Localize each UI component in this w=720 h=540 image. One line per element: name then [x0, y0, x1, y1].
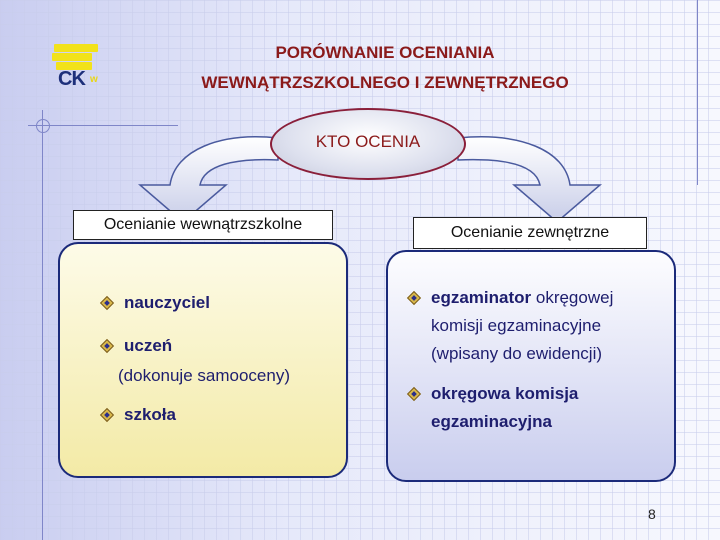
left-item-2: uczeń — [124, 336, 173, 355]
bullet-icon — [409, 293, 419, 303]
page-number: 8 — [648, 506, 656, 522]
right-item-1-bold: egzaminator — [431, 288, 532, 307]
right-item-1-rest: okręgowej — [531, 288, 614, 307]
right-header: Ocenianie zewnętrzne — [413, 217, 647, 249]
right-item-2-line1: okręgowa komisja — [431, 384, 579, 403]
right-item-1 — [431, 285, 613, 311]
logo-tail: w — [90, 74, 98, 85]
bullet-icon — [102, 410, 112, 420]
bullet-icon — [102, 341, 112, 351]
title-line-2: WEWNĄTRZSZKOLNEGO I ZEWNĘTRZNEGO — [201, 73, 569, 92]
title-line-1: PORÓWNANIE OCENIANIA — [275, 43, 495, 62]
right-curved-arrow — [458, 137, 600, 222]
logo-letters: CK — [58, 68, 85, 90]
right-item-2-line2: egzaminacyjna — [431, 412, 552, 431]
bullet-icon — [102, 298, 112, 308]
right-item-1-line2: komisji egzaminacyjne — [431, 316, 602, 335]
bullet-icon — [409, 389, 419, 399]
left-item-3: szkoła — [124, 405, 176, 424]
left-item-2-note: (dokonuje samooceny) — [118, 366, 290, 385]
left-header: Ocenianie wewnątrzszkolne — [73, 210, 333, 240]
right-item-1-line3: (wpisany do ewidencji) — [431, 344, 603, 363]
left-item-1: nauczyciel — [124, 293, 210, 312]
left-panel — [58, 242, 348, 478]
center-label: KTO OCENIA — [315, 132, 421, 151]
